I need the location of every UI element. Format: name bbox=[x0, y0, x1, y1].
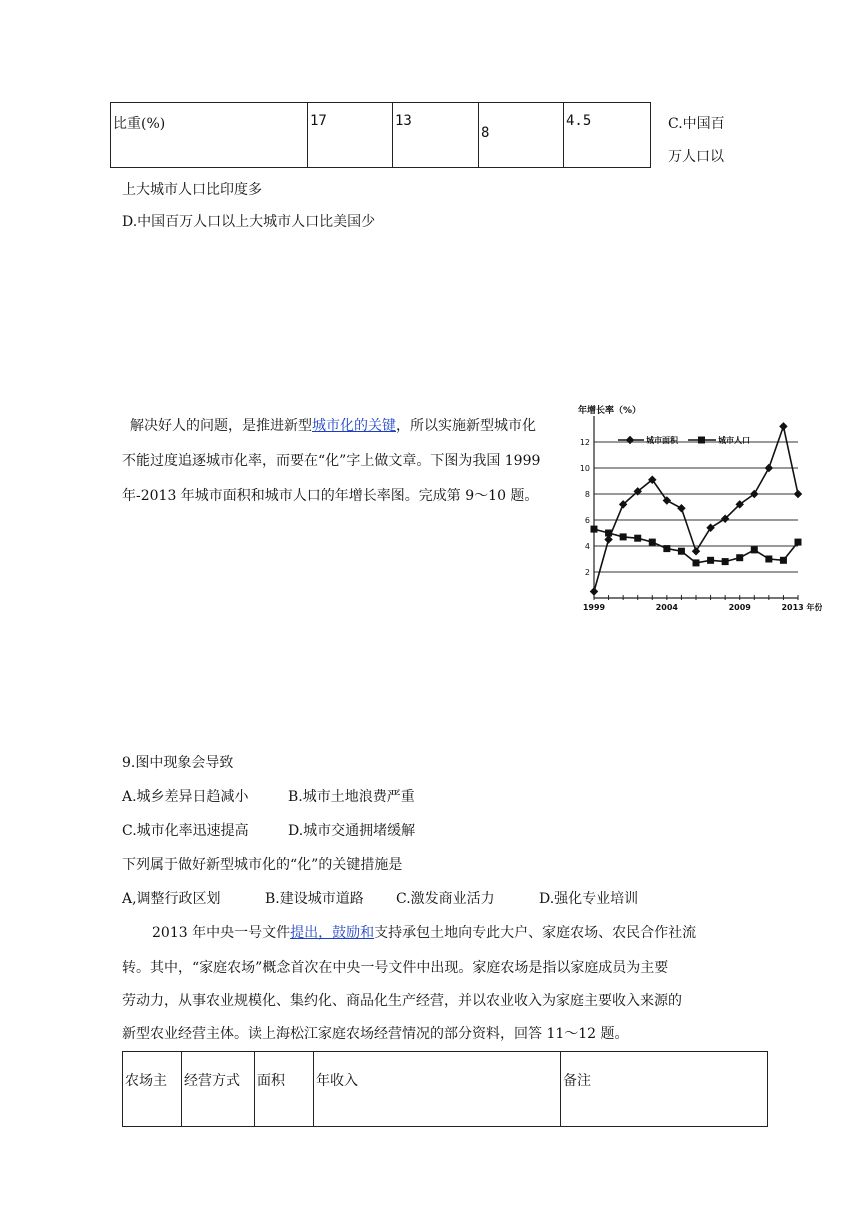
para2-link[interactable]: 提出，鼓励和 bbox=[290, 925, 375, 941]
data-point-square bbox=[707, 557, 714, 564]
data-point-square bbox=[751, 546, 758, 553]
data-point-diamond bbox=[765, 464, 773, 472]
table-row bbox=[111, 103, 651, 168]
y-tick-label: 8 bbox=[584, 490, 590, 499]
data-point-square bbox=[605, 530, 612, 537]
data-point-square bbox=[591, 526, 598, 533]
table-header: 面积 bbox=[255, 1052, 314, 1127]
y-tick-label: 2 bbox=[584, 568, 590, 577]
y-tick-label: 10 bbox=[579, 464, 590, 473]
table-header: 农场主 bbox=[123, 1052, 182, 1127]
y-axis-label: 年增长率（%） bbox=[578, 406, 642, 416]
q9-option-a: A.城乡差异日趋减小 bbox=[122, 789, 249, 805]
intro-text: ，所以实施新型城市化 bbox=[396, 418, 536, 434]
data-point-square bbox=[649, 539, 656, 546]
para2-line2: 转。其中，“家庭农场”概念首次在中央一号文件中出现。家庭农场是指以家庭成员为主要 bbox=[122, 960, 669, 976]
table-cell: 13 bbox=[393, 103, 479, 168]
x-tick-label: 2009 bbox=[728, 603, 751, 612]
q10-option-d: D.强化专业培训 bbox=[539, 891, 639, 907]
data-point-square bbox=[795, 539, 802, 546]
intro-line1 bbox=[130, 416, 536, 436]
x-tick-label: 2004 bbox=[655, 603, 678, 612]
q9-stem: 9.图中现象会导致 bbox=[122, 755, 234, 771]
data-point-diamond bbox=[692, 547, 700, 555]
legend-marker-diamond bbox=[626, 436, 634, 444]
intro-link[interactable]: 城市化的关键 bbox=[312, 418, 396, 434]
legend-marker-square bbox=[698, 437, 705, 444]
intro-line3: 年-2013 年城市面积和城市人口的年增长率图。完成第 9～10 题。 bbox=[122, 488, 539, 504]
data-point-diamond bbox=[590, 587, 598, 595]
table-cell: 17 bbox=[308, 103, 393, 168]
table-header-row bbox=[123, 1052, 768, 1127]
farm-table bbox=[122, 1051, 768, 1127]
q10-option-c: C.激发商业活力 bbox=[396, 891, 495, 907]
q10-stem: 下列属于做好新型城市化的“化”的关键措施是 bbox=[122, 857, 403, 873]
series-line bbox=[594, 426, 798, 591]
q10-option-a: A,调整行政区划 bbox=[122, 891, 221, 907]
proportion-table bbox=[110, 102, 651, 168]
para2-line3: 劳动力，从事农业规模化、集约化、商品化生产经营，并以农业收入为家庭主要收入来源的 bbox=[122, 993, 682, 1009]
table-header: 备注 bbox=[561, 1052, 768, 1127]
data-point-square bbox=[620, 533, 627, 540]
growth-rate-chart bbox=[576, 402, 822, 616]
para2-text: 支持承包土地向专此大户、家庭农场、农民合作社流 bbox=[374, 925, 697, 941]
table-header: 年收入 bbox=[314, 1052, 561, 1127]
intro-line2: 不能过度追逐城市化率，而要在“化”字上做文章。下图为我国 1999 bbox=[122, 453, 541, 469]
q9-option-c: C.城市化率迅速提高 bbox=[122, 823, 249, 839]
data-point-square bbox=[678, 548, 685, 555]
para2-line1 bbox=[152, 923, 696, 943]
table-cell: 4.5 bbox=[564, 103, 651, 168]
q10-option-b: B.建设城市道路 bbox=[265, 891, 364, 907]
x-tick-label: 2013 年份 bbox=[781, 603, 822, 612]
table-header: 经营方式 bbox=[182, 1052, 255, 1127]
table-cell-label: 比重(%) bbox=[111, 103, 308, 168]
option-d: D.中国百万人口以上大城市人口比美国少 bbox=[122, 214, 376, 230]
intro-text: 解决好人的问题，是推进新型 bbox=[130, 418, 312, 434]
para2-text: 2013 年中央一号文件 bbox=[152, 925, 291, 941]
data-point-square bbox=[722, 558, 729, 565]
data-point-square bbox=[663, 545, 670, 552]
data-point-diamond bbox=[604, 535, 612, 543]
data-point-square bbox=[780, 557, 787, 564]
x-tick-label: 1999 bbox=[582, 603, 606, 612]
option-c-line3: 上大城市人口比印度多 bbox=[122, 182, 262, 198]
chart-svg bbox=[576, 402, 822, 616]
data-point-diamond bbox=[677, 504, 685, 512]
data-point-square bbox=[736, 554, 743, 561]
para2-line4: 新型农业经营主体。读上海松江家庭农场经营情况的部分资料，回答 11～12 题。 bbox=[122, 1026, 629, 1042]
data-point-square bbox=[634, 535, 641, 542]
y-tick-label: 6 bbox=[584, 516, 590, 525]
y-tick-label: 12 bbox=[579, 438, 590, 447]
table-cell: 8 bbox=[479, 103, 564, 168]
legend-label: 城市人口 bbox=[718, 436, 750, 445]
data-point-square bbox=[765, 556, 772, 563]
q9-option-b: B.城市土地浪费严重 bbox=[288, 789, 415, 805]
q9-option-d: D.城市交通拥堵缓解 bbox=[288, 823, 416, 839]
y-tick-label: 4 bbox=[584, 542, 590, 551]
option-c-line1: C.中国百 bbox=[668, 116, 725, 132]
legend-label: 城市面积 bbox=[646, 436, 678, 445]
data-point-square bbox=[693, 559, 700, 566]
option-c-line2: 万人口以 bbox=[668, 149, 724, 165]
data-point-diamond bbox=[706, 524, 714, 532]
data-point-diamond bbox=[779, 422, 787, 430]
data-point-diamond bbox=[794, 490, 802, 498]
